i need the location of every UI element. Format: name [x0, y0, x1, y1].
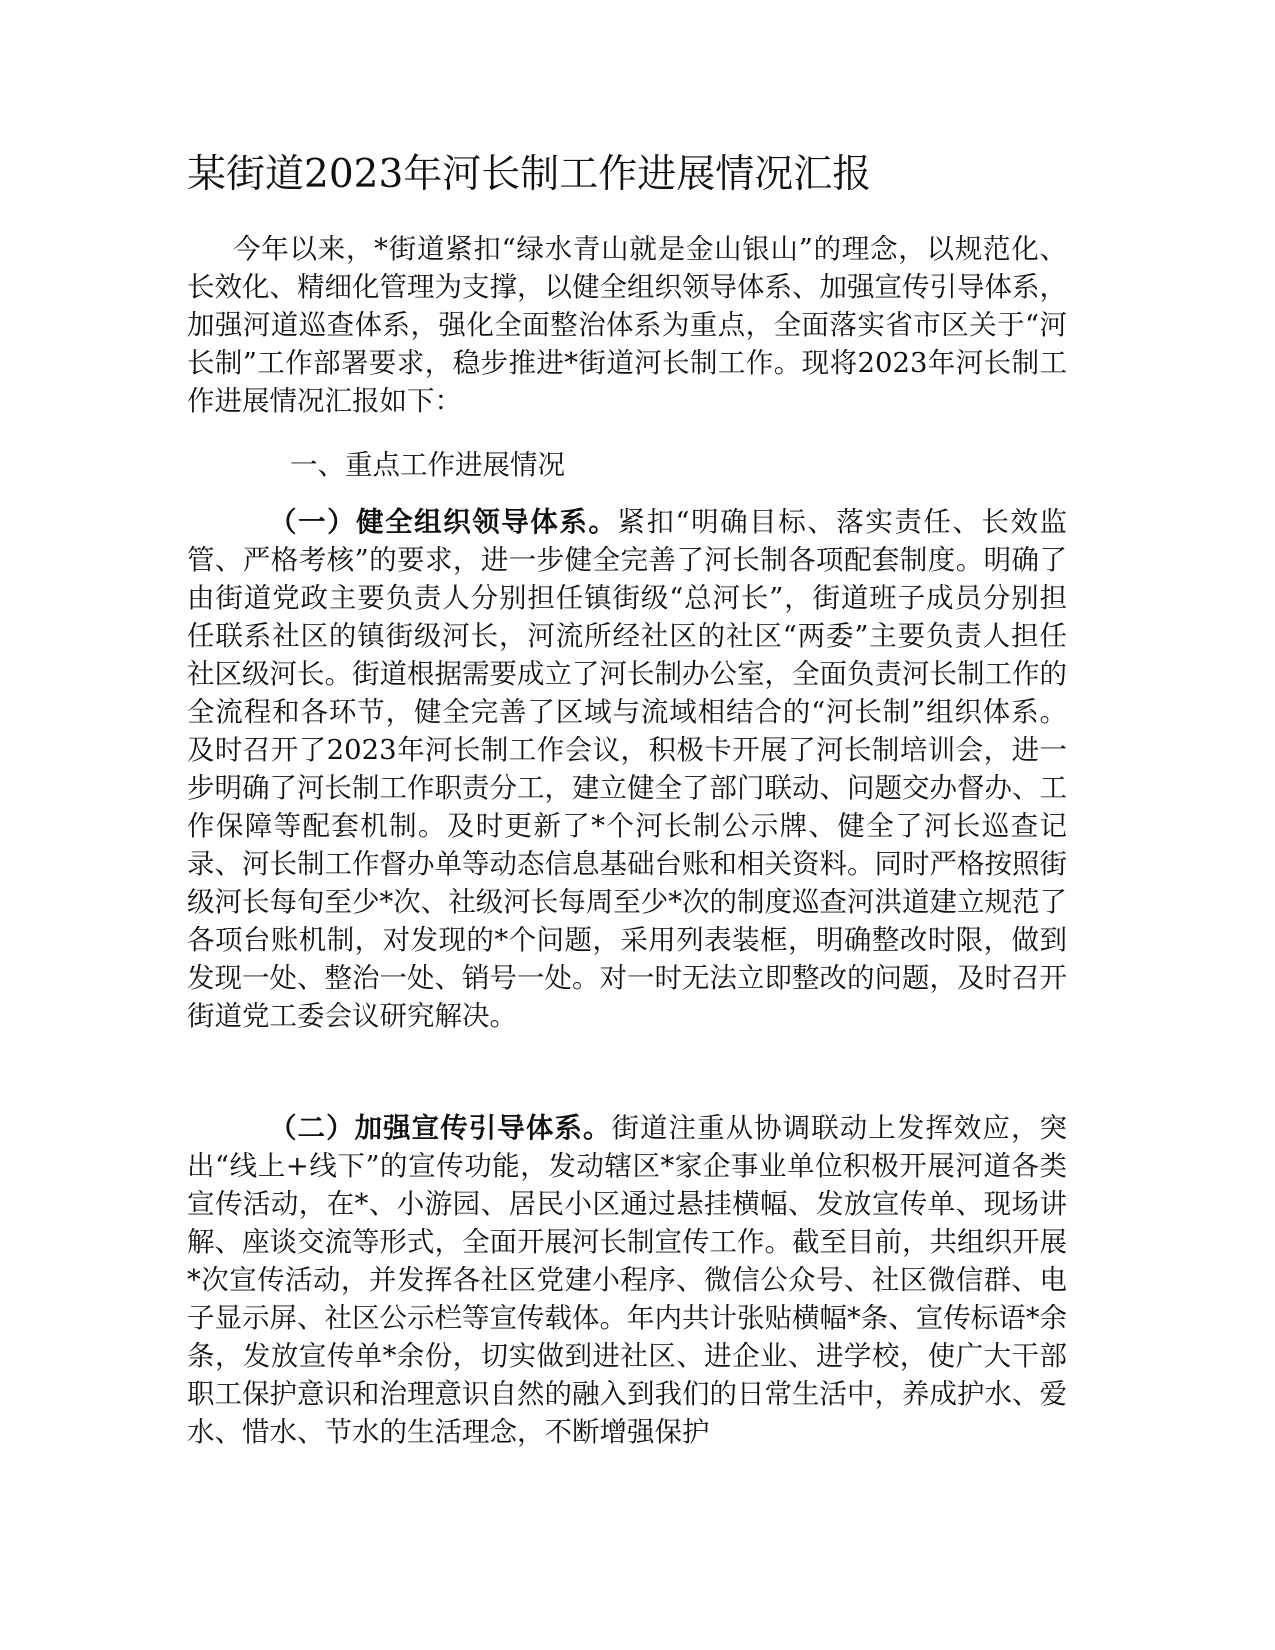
document-title: 某街道2023年河长制工作进展情况汇报: [187, 152, 872, 197]
body-paragraph-2: [187, 1109, 1067, 1451]
paragraph-2-lead: （二）加强宣传引导体系。: [269, 1112, 612, 1144]
paragraph-1-text: 紧扣“明确目标、落实责任、长效监管、严格考核”的要求，进一步健全完善了河长制各项配套制度。明确了由街道党政主要负责人分别担任镇街级“总河长”，街道班子成员分别担任联系社区的镇街级河长，河流所经社区的社区“两委”主要负责人担任社区级河长。街道根据需要成立了河长制办公室，全面负责河长制工作的全流程和各环节，健全完善了区域与流域相结合的“河长制”组织体系。及时召开了2023年河长制工作会议，积极卡开展了河长制培训会，进一步明确了河长制工作职责分工，建立健全了部门联动、问题交办督办、工作保障等配套机制。及时更新了*个河长制公示牌、健全了河长巡查记录、河长制工作督办单等动态信息基础台账和相关资料。同时严格按照街级河长每旬至少*次、社级河长每周至少*次的制度巡查河洪道建立规范了各项台账机制，对发现的*个问题，采用列表装框，明确整改时限，做到发现一处、整治一处、销号一处。对一时无法立即整改的问题，及时召开街道党工委会议研究解决。: [187, 506, 1068, 1032]
body-paragraph-1: [187, 503, 1067, 1035]
section-heading: 一、重点工作进展情况: [290, 449, 565, 481]
intro-paragraph: 今年以来，*街道紧扣“绿水青山就是金山银山”的理念，以规范化、长效化、精细化管理为支撑，以健全组织领导体系、加强宣传引导体系，加强河道巡查体系，强化全面整治体系为重点，全面落实省市区关于“河长制”工作部署要求，稳步推进*街道河长制工作。现将2023年河长制工作进展情况汇报如下：: [187, 233, 1067, 417]
paragraph-1-lead: （一）健全组织领导体系。: [269, 506, 618, 538]
paragraph-2-text: 街道注重从协调联动上发挥效应，突出“线上+线下”的宣传功能，发动辖区*家企事业单位积极开展河道各类宣传活动，在*、小游园、居民小区通过悬挂横幅、发放宣传单、现场讲解、座谈交流等形式，全面开展河长制宣传工作。截至目前，共组织开展*次宣传活动，并发挥各社区党建小程序、微信公众号、社区微信群、电子显示屏、社区公示栏等宣传载体。年内共计张贴横幅*条、宣传标语*余条，发放宣传单*余份，切实做到进社区、进企业、进学校，使广大干部职工保护意识和治理意识自然的融入到我们的日常生活中，养成护水、爱水、惜水、节水的生活理念，不断增强保护: [187, 1112, 1068, 1448]
